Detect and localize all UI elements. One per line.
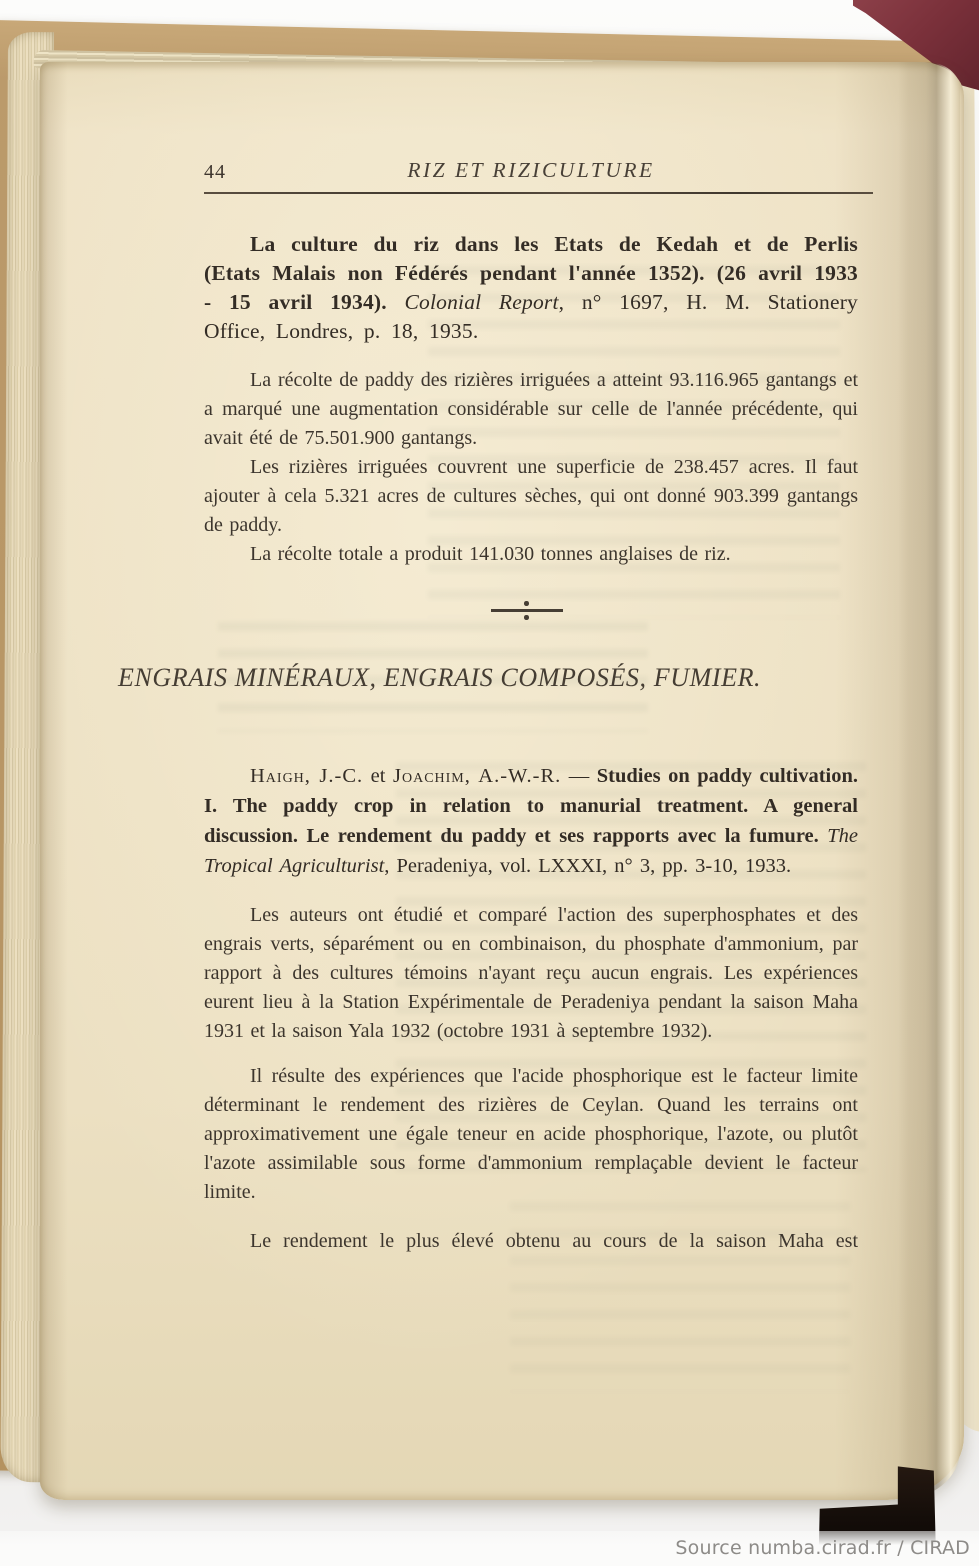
entry-kedah-citation bbox=[204, 230, 858, 346]
author-name: Joachim, A.-W.-R. bbox=[393, 765, 562, 787]
entry-kedah-title: La culture du riz dans les Etats de Kedah et de Perlis (Etats Malais non Fédérés pendant l'année 1352). (26 avril 1933 - 15 avril 1934). bbox=[204, 232, 858, 314]
running-title: RIZ ET RIZICULTURE bbox=[407, 158, 655, 182]
page-content bbox=[118, 158, 858, 1256]
entry-kedah-journal: Colonial Report bbox=[404, 290, 559, 314]
book-page bbox=[40, 62, 964, 1500]
paragraph: Les rizières irriguées couvrent une superficie de 238.457 acres. Il faut ajouter à cela 5.321 acres de cultures sèches, qui ont donné 903.399 gantangs de paddy. bbox=[204, 456, 858, 536]
source-credit: Source numba.cirad.fr / CIRAD bbox=[675, 1537, 970, 1559]
page-header bbox=[204, 158, 858, 184]
paragraph: Les auteurs ont étudié et comparé l'action des superphosphates et des engrais verts, séparément ou en combinaison, du phosphate d'ammonium, par rapport à des cultures témoins n'ayant reçu aucun engrais. Les expériences eurent lieu à la Station Expérimentale de Peradeniya pendant la saison Maha 1931 et la saison Yala 1932 (octobre 1931 à septembre 1932). bbox=[204, 904, 858, 1042]
entry-haigh-title: Studies on paddy cultivation. I. The paddy crop in relation to manurial treatment. A general discussion. Le rendement du paddy et ses rapports avec la fumure. bbox=[204, 765, 858, 847]
author-connector: et bbox=[363, 765, 393, 787]
section-divider-ornament bbox=[491, 599, 563, 621]
entry-haigh-journal: The Tropical Agriculturist bbox=[204, 825, 858, 877]
entry-haigh-reference: , Peradeniya, vol. LXXXI, n° 3, pp. 3-10, 1933. bbox=[384, 855, 792, 877]
header-rule bbox=[204, 192, 873, 194]
paragraph: La récolte de paddy des rizières irriguées a atteint 93.116.965 gantangs et a marqué une augmentation considérable sur celle de l'année précédente, qui avait été de 75.501.900 gantangs. bbox=[204, 369, 858, 449]
gutter-shadow bbox=[898, 62, 960, 1500]
entry-haigh-citation bbox=[204, 761, 858, 881]
ornament-dot bbox=[524, 601, 529, 606]
section-heading: ENGRAIS MINÉRAUX, ENGRAIS COMPOSÉS, FUMIER. bbox=[118, 663, 762, 692]
paragraph: Le rendement le plus élevé obtenu au cours de la saison Maha est bbox=[250, 1230, 858, 1252]
entry-kedah-reference: , n° 1697, H. M. Stationery Office, Londres, p. 18, 1935. bbox=[204, 290, 858, 343]
author-name: Haigh, J.-C. bbox=[250, 765, 364, 787]
page-number: 44 bbox=[204, 161, 226, 183]
paragraph: La récolte totale a produit 141.030 tonnes anglaises de riz. bbox=[250, 543, 731, 565]
ornament-dot bbox=[524, 615, 529, 620]
ornament-bar bbox=[491, 609, 563, 612]
paragraph: Il résulte des expériences que l'acide phosphorique est le facteur limite déterminant le rendement des rizières de Ceylan. Quand les terrains ont approximativement une égale teneur en acide phosphorique, l'azote, ou plutôt l'azote assimilable sous forme d'ammonium remplaçable devient le facteur limite. bbox=[204, 1065, 858, 1203]
citation-dash: — bbox=[561, 765, 597, 787]
